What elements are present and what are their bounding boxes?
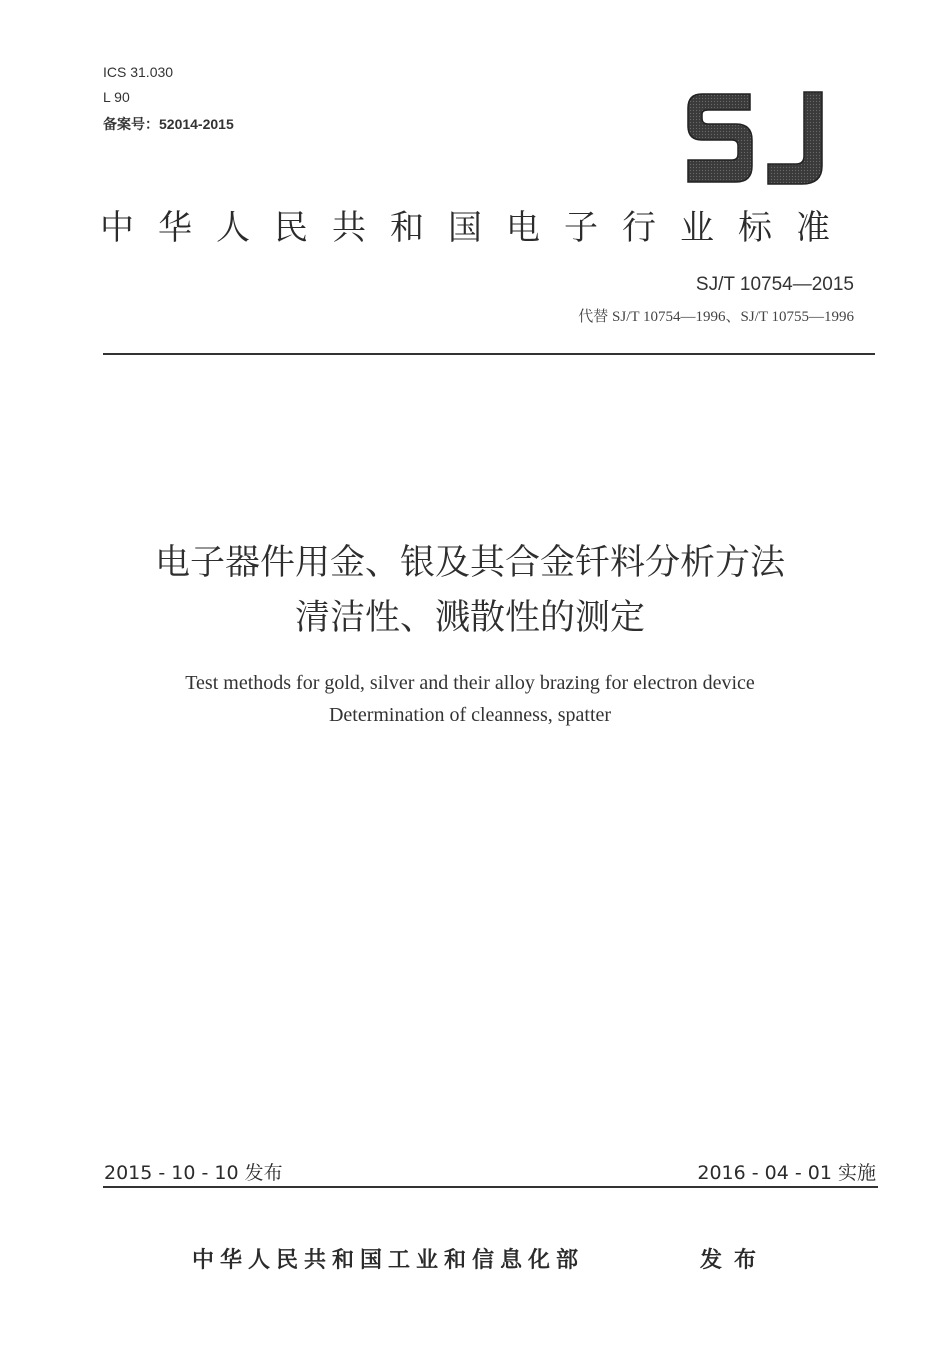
implementation-date: 2016 - 04 - 01 实施 (697, 1162, 876, 1184)
header-divider (103, 353, 875, 355)
title-cn-line1: 电子器件用金、银及其合金钎料分析方法 (154, 543, 785, 583)
publisher-name: 中华人民共和国工业和信息化部 (192, 1248, 585, 1273)
ccs-code: L 90 (103, 89, 130, 105)
issue-date: 2015 - 10 - 10 发布 (104, 1162, 283, 1184)
title-cn-line2: 清洁性、溅散性的测定 (294, 598, 645, 638)
title-en-line2: Determination of cleanness, spatter (328, 704, 612, 726)
date-divider (103, 1186, 878, 1188)
publish-label: 发布 (700, 1248, 769, 1273)
sj-logo (680, 88, 830, 188)
standard-number: SJ/T 10754—2015 (695, 274, 854, 295)
ics-code: ICS 31.030 (103, 64, 174, 80)
filing-number: 备案号：52014-2015 (103, 116, 234, 132)
title-en-line1: Test methods for gold, silver and their alloy brazing for electron device (185, 672, 755, 694)
replaces-note: 代替 SJ/T 10754—1996、SJ/T 10755—1996 (578, 309, 854, 325)
standard-type-heading: 中华人民共和国电子行业标准 (100, 208, 854, 248)
